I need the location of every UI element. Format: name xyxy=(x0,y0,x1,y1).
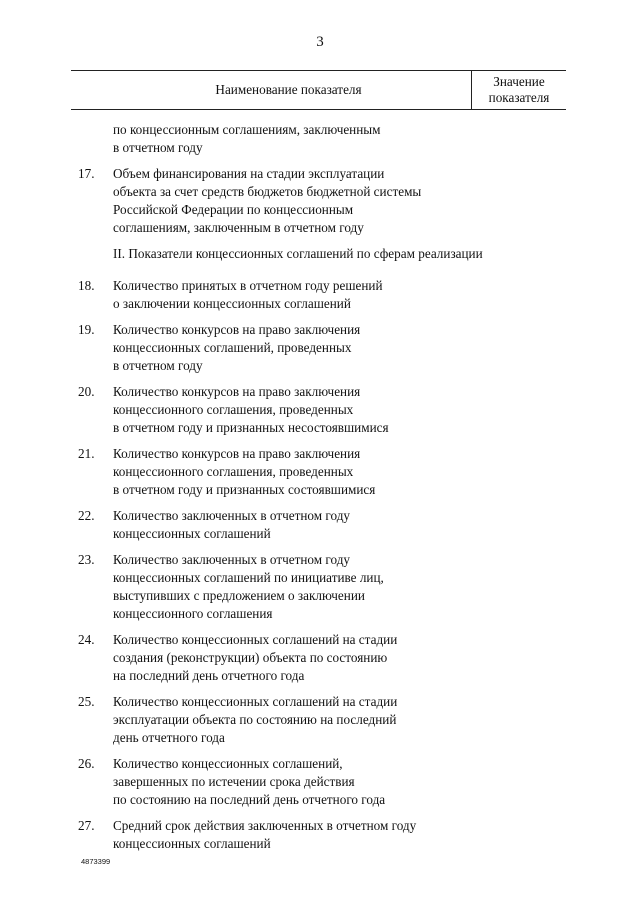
text-line: концессионных соглашений по инициативе лиц, xyxy=(113,570,384,585)
text-line: о заключении концессионных соглашений xyxy=(113,296,351,311)
text-line: объекта за счет средств бюджетов бюджетной системы xyxy=(113,184,422,199)
item-number: 27. xyxy=(78,818,95,833)
text-line: в отчетном году и признанных состоявшимися xyxy=(113,482,376,497)
table-header xyxy=(71,70,566,110)
indicator-list xyxy=(71,121,566,861)
text-line: создания (реконструкции) объекта по состоянию xyxy=(113,650,388,665)
text-line: Количество принятых в отчетном году решений xyxy=(113,278,383,293)
item-number: 26. xyxy=(78,756,95,771)
indicator-item-24 xyxy=(71,631,566,685)
item-number: 21. xyxy=(78,446,95,461)
indicator-name-header: Наименование показателя xyxy=(215,82,362,97)
text-line: концессионного соглашения, проведенных xyxy=(113,402,354,417)
indicator-item-23 xyxy=(71,551,566,623)
text-line: по концессионным соглашениям, заключенным xyxy=(113,122,381,137)
continued-text xyxy=(71,121,566,157)
text-line: выступивших с предложением о заключении xyxy=(113,588,365,603)
text-line: соглашениям, заключенным в отчетном году xyxy=(113,220,364,235)
text-line: в отчетном году и признанных несостоявшимися xyxy=(113,420,389,435)
item-number: 18. xyxy=(78,278,95,293)
text-line: Количество концессионных соглашений на стадии xyxy=(113,632,398,647)
value-header-line: показателя xyxy=(488,90,550,105)
text-line: концессионных соглашений xyxy=(113,836,271,851)
text-line: Количество конкурсов на право заключения xyxy=(113,322,361,337)
text-line: в отчетном году xyxy=(113,140,203,155)
text-line: на последний день отчетного года xyxy=(113,668,305,683)
text-line: в отчетном году xyxy=(113,358,203,373)
item-number: 23. xyxy=(78,552,95,567)
text-line: Количество заключенных в отчетном году xyxy=(113,552,350,567)
indicator-item-27 xyxy=(71,817,566,853)
text-line: Российской Федерации по концессионным xyxy=(113,202,354,217)
item-number: 25. xyxy=(78,694,95,709)
indicator-item-22 xyxy=(71,507,566,543)
text-line: концессионных соглашений xyxy=(113,526,271,541)
text-line: день отчетного года xyxy=(113,730,225,745)
document-id: 4873399 xyxy=(81,857,111,866)
text-line: Количество концессионных соглашений, xyxy=(113,756,343,771)
item-number: 20. xyxy=(78,384,95,399)
indicator-value-header xyxy=(472,71,566,109)
item-number: 22. xyxy=(78,508,95,523)
indicator-item-17 xyxy=(71,165,566,237)
text-line: Количество конкурсов на право заключения xyxy=(113,384,361,399)
indicator-item-21 xyxy=(71,445,566,499)
text-line: концессионных соглашений, проведенных xyxy=(113,340,352,355)
value-header-line: Значение xyxy=(493,74,545,89)
text-line: Количество конкурсов на право заключения xyxy=(113,446,361,461)
text-line: Количество концессионных соглашений на стадии xyxy=(113,694,398,709)
text-line: концессионного соглашения, проведенных xyxy=(113,464,354,479)
item-number: 17. xyxy=(78,166,95,181)
item-number: 19. xyxy=(78,322,95,337)
text-line: концессионного соглашения xyxy=(113,606,273,621)
text-line: завершенных по истечении срока действия xyxy=(113,774,355,789)
section-title: II. Показатели концессионных соглашений по сферам реализации xyxy=(113,246,483,261)
indicator-item-20 xyxy=(71,383,566,437)
indicator-item-25 xyxy=(71,693,566,747)
page-number: 3 xyxy=(316,34,324,50)
text-line: эксплуатации объекта по состоянию на последний xyxy=(113,712,397,727)
text-line: Средний срок действия заключенных в отчетном году xyxy=(113,818,417,833)
text-line: Объем финансирования на стадии эксплуатации xyxy=(113,166,385,181)
text-line: Количество заключенных в отчетном году xyxy=(113,508,350,523)
item-number: 24. xyxy=(78,632,95,647)
indicator-item-18 xyxy=(71,277,566,313)
indicator-item-26 xyxy=(71,755,566,809)
text-line: по состоянию на последний день отчетного года xyxy=(113,792,386,807)
indicator-item-19 xyxy=(71,321,566,375)
